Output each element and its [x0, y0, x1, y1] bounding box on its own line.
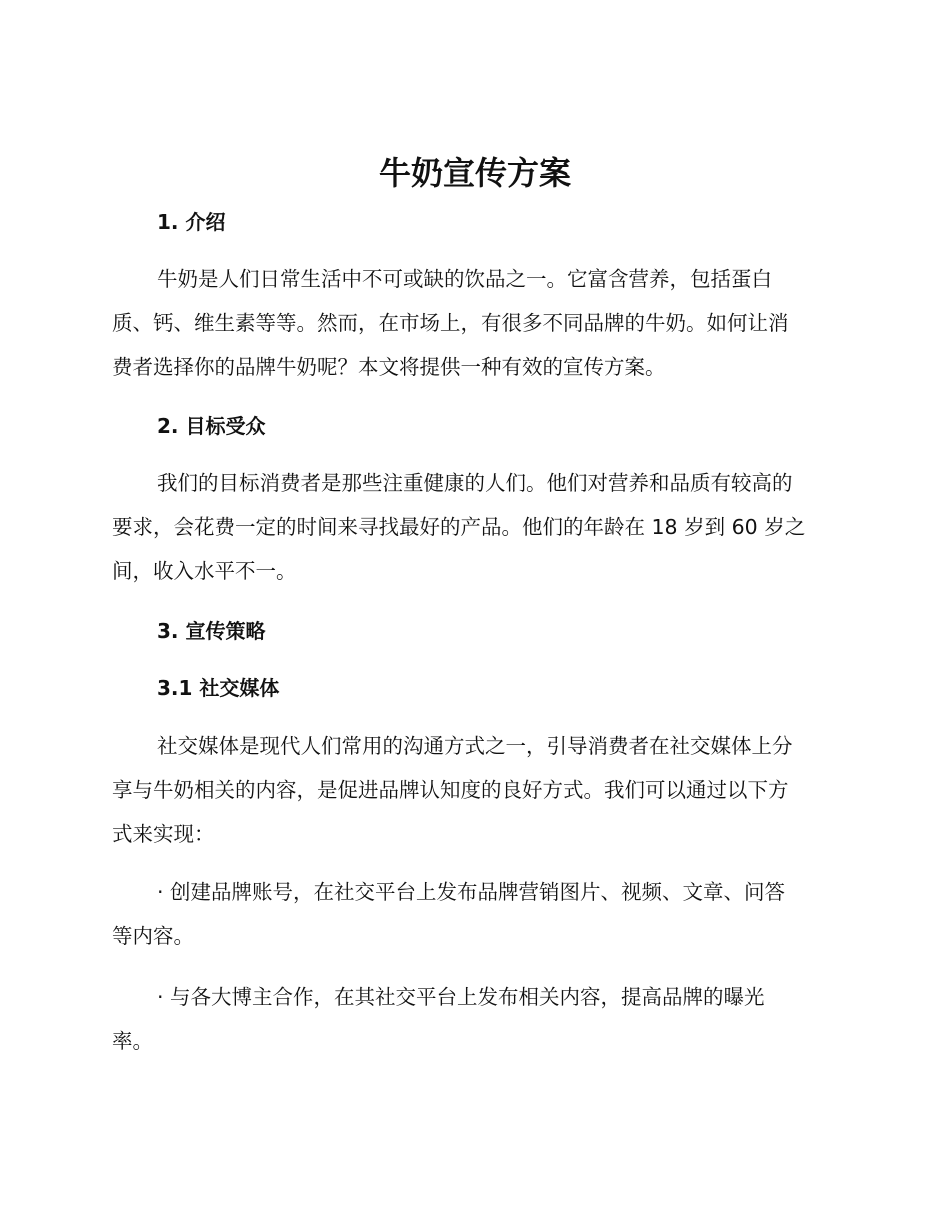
paragraph-line: 式来实现：: [112, 822, 215, 846]
heading-promotion-strategy: 3. 宣传策略: [157, 619, 266, 643]
paragraph-line: 牛奶是人们日常生活中不可或缺的饮品之一。它富含营养，包括蛋白: [157, 267, 772, 291]
paragraph-line: 质、钙、维生素等等。然而，在市场上，有很多不同品牌的牛奶。如何让消: [112, 311, 789, 335]
heading-social-media: 3.1 社交媒体: [157, 676, 280, 700]
paragraph-social-media: [112, 724, 837, 856]
paragraph-line: 要求，会花费一定的时间来寻找最好的产品。他们的年龄在 18 岁到 60 岁之: [112, 515, 806, 539]
paragraph-line: 享与牛奶相关的内容，是促进品牌认知度的良好方式。我们可以通过以下方: [112, 778, 789, 802]
paragraph-line: 费者选择你的品牌牛奶呢？本文将提供一种有效的宣传方案。: [112, 355, 666, 379]
document-title: 牛奶宣传方案: [378, 154, 571, 192]
bullet-line: · 创建品牌账号，在社交平台上发布品牌营销图片、视频、文章、问答: [157, 880, 786, 904]
bullet-line: · 与各大博主合作，在其社交平台上发布相关内容，提高品牌的曝光: [157, 985, 765, 1009]
bullet-item-blogger-cooperation: [112, 975, 837, 1063]
paragraph-line: 我们的目标消费者是那些注重健康的人们。他们对营养和品质有较高的: [157, 471, 793, 495]
heading-introduction: 1. 介绍: [157, 210, 226, 234]
bullet-line: 率。: [112, 1029, 153, 1053]
paragraph-line: 间，收入水平不一。: [112, 559, 297, 583]
bullet-item-brand-account: [112, 870, 837, 958]
bullet-line: 等内容。: [112, 924, 194, 948]
heading-target-audience: 2. 目标受众: [157, 414, 266, 438]
paragraph-target-audience: [112, 461, 837, 593]
paragraph-line: 社交媒体是现代人们常用的沟通方式之一，引导消费者在社交媒体上分: [157, 734, 793, 758]
paragraph-introduction: [112, 257, 837, 389]
